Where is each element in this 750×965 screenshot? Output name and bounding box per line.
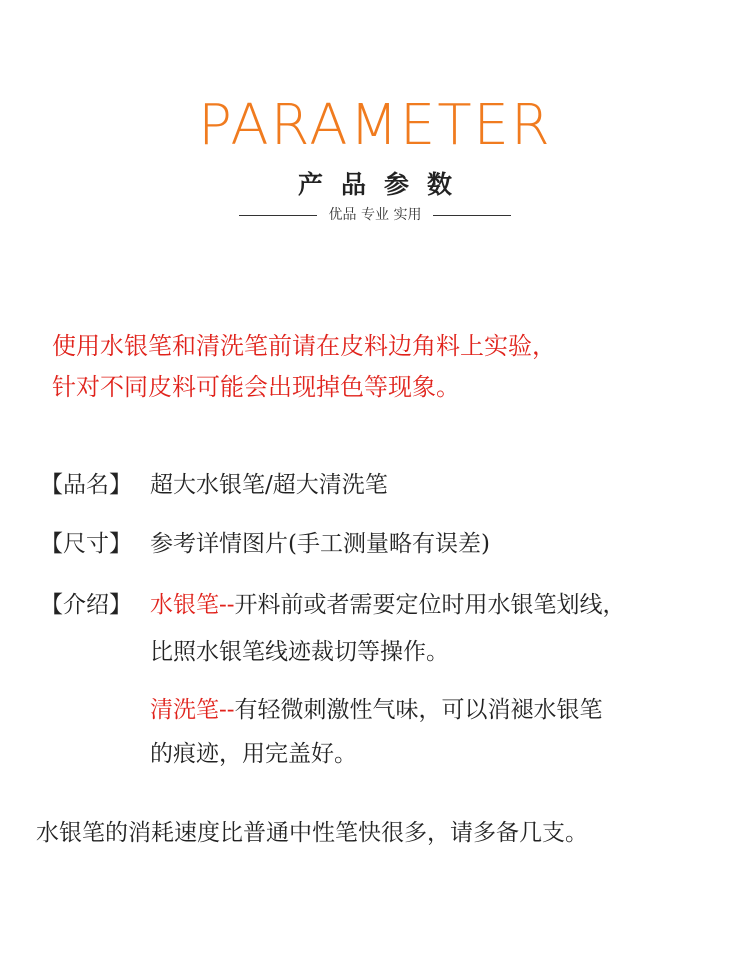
spec-label-name: 【品名】 [40, 472, 132, 498]
intro-text-cleaner-pen-2: 的痕迹，用完盖好。 [150, 741, 357, 767]
spec-row-size [40, 533, 490, 556]
left-divider [239, 215, 317, 216]
page-title-cn: 产品参数 [297, 170, 470, 199]
spec-row-name [40, 474, 388, 497]
right-divider [433, 215, 511, 216]
tagline: 优品 专业 实用 [328, 207, 422, 223]
tagline-row [0, 208, 750, 222]
spec-label-intro: 【介绍】 [40, 592, 132, 618]
warning-line-1: 使用水银笔和清洗笔前请在皮料边角料上实验， [52, 332, 556, 360]
intro-text-marker-pen-2: 比照水银笔线迹裁切等操作。 [150, 639, 449, 665]
footer-note: 水银笔的消耗速度比普通中性笔快很多，请多备几支。 [36, 820, 588, 846]
warning-line-2: 针对不同皮料可能会出现掉色等现象。 [52, 373, 460, 401]
intro-row-cleaner [150, 699, 603, 722]
spec-value-size: 参考详情图片(手工测量略有误差) [150, 531, 490, 557]
intro-text-marker-pen-1: 开料前或者需要定位时用水银笔划线， [234, 592, 626, 618]
intro-text-cleaner-pen-1: 有轻微刺激性气味，可以消褪水银笔 [234, 697, 603, 723]
spec-value-name: 超大水银笔/超大清洗笔 [150, 472, 388, 498]
page-title-en: PARAMETER [198, 93, 552, 158]
intro-term-cleaner-pen: 清洗笔-- [150, 697, 235, 723]
spec-row-intro [40, 594, 626, 617]
spec-label-size: 【尺寸】 [40, 531, 132, 557]
intro-term-marker-pen: 水银笔-- [150, 592, 235, 618]
